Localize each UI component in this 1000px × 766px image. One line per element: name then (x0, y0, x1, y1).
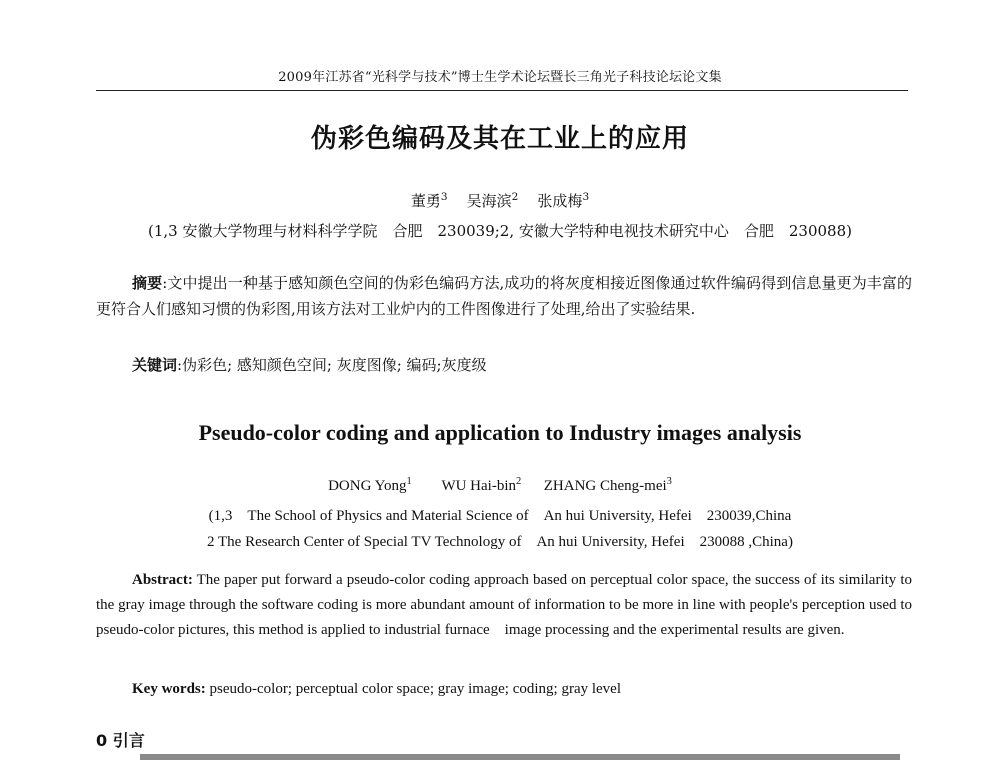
authors-en (0, 476, 1000, 495)
keywords-cn-text: :伪彩色; 感知颜色空间; 灰度图像; 编码;灰度级 (177, 356, 487, 374)
author-cn-3: 张成梅 (537, 192, 583, 210)
abstract-en-label: Abstract: (132, 572, 193, 588)
paper-title-en: Pseudo-color coding and application to Industry images analysis (198, 420, 802, 445)
abstract-cn-label: 摘要 (132, 274, 163, 292)
keywords-en (96, 676, 912, 702)
header-rule (96, 90, 908, 91)
affiliation-cn: (1,3 安徽大学物理与材料科学学院 合肥 230039;2, 安徽大学特种电视技术研究中心 合肥 230088) (148, 222, 852, 240)
abstract-cn-text: :文中提出一种基于感知颜色空间的伪彩色编码方法,成功的将灰度相接近图像通过软件编码得到信息量更为丰富的更符合人们感知习惯的伪彩图,用该方法对工业炉内的工件图像进行了处理,给出了实验结果. (96, 274, 912, 318)
abstract-en-text: The paper put forward a pseudo-color coding approach based on perceptual color space, the success of its similarity to the gray image through the software coding is more abundant amount of information to be more in line with people's perception used to pseudo-color pictures, this method is applied to industrial furnace image processing and the experimental results are given. (96, 572, 912, 638)
section-heading-introduction: 0 引言 (96, 731, 145, 750)
authors-cn (0, 190, 1000, 211)
keywords-cn-label: 关键词 (132, 356, 178, 374)
author-cn-1: 董勇 (410, 192, 441, 210)
paper-title-cn: 伪彩色编码及其在工业上的应用 (310, 124, 689, 154)
author-en-2-aff: 2 (516, 476, 522, 487)
author-cn-3-aff: 3 (582, 191, 590, 203)
keywords-cn (96, 352, 912, 378)
author-en-3: ZHANG Cheng-mei (543, 478, 667, 494)
affiliation-en-1: (1,3 The School of Physics and Material Science of An hui University, Hefei 230039,China (208, 508, 792, 524)
running-header: 2009年江苏省“光科学与技术”博士生学术论坛暨长三角光子科技论坛论文集 (278, 70, 722, 85)
cut-off-body-text (140, 754, 900, 766)
author-cn-2-aff: 2 (511, 191, 519, 203)
author-en-1-aff: 1 (406, 476, 412, 487)
author-en-1: DONG Yong (328, 478, 407, 494)
abstract-cn (96, 270, 912, 322)
abstract-en (96, 568, 912, 643)
keywords-en-text: pseudo-color; perceptual color space; gray image; coding; gray level (205, 681, 622, 697)
affiliation-en-2: 2 The Research Center of Special TV Technology of An hui University, Hefei 230088 ,China) (207, 534, 793, 550)
keywords-en-label: Key words: (132, 681, 206, 697)
author-en-2: WU Hai-bin (441, 478, 516, 494)
author-cn-2: 吴海滨 (466, 192, 512, 210)
author-cn-1-aff: 3 (440, 191, 448, 203)
author-en-3-aff: 3 (666, 476, 672, 487)
